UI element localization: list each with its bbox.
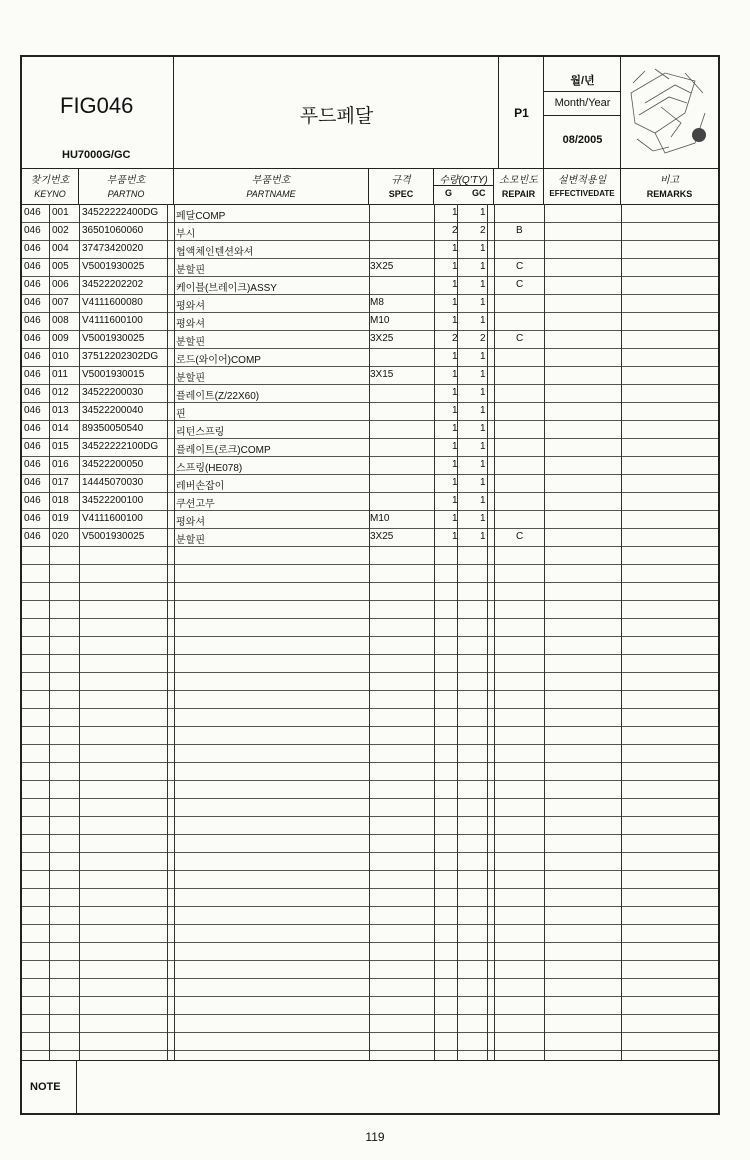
cell-fig: 046 [24,531,41,542]
table-row [22,888,718,907]
cell-g: 1 [452,297,458,308]
note-area [22,1060,718,1114]
cell-name: 평와셔 [176,517,205,528]
cell-fig: 046 [24,351,41,362]
cell-fig: 046 [24,441,41,452]
table-row [22,906,718,925]
col-repair: 소모빈도 REPAIR [494,168,544,204]
cell-partno: 34522200100 [82,495,144,506]
cell-partno: 34522222100DG [82,441,159,452]
cell-g: 1 [452,207,458,218]
grid-line [49,204,50,1060]
cell-name: 분할핀 [176,337,205,348]
cell-partno: V4111600100 [82,315,143,326]
grid-line [174,204,175,1060]
cell-key: 008 [52,315,69,326]
cell-partno: V5001930025 [82,261,145,272]
cell-g: 1 [452,513,458,524]
cell-spec: M10 [370,315,390,326]
cell-name: 평와셔 [176,301,205,312]
cell-fig: 046 [24,423,41,434]
table-row [22,708,718,727]
cell-g: 1 [452,477,458,488]
table-row [22,204,718,223]
cell-g: 1 [452,531,458,542]
cell-name: 쿠션고무 [176,499,215,510]
cell-fig: 046 [24,243,41,254]
table-row [22,258,718,277]
table-row [22,834,718,853]
table-row [22,996,718,1015]
table-row [22,780,718,799]
table-row [22,582,718,601]
cell-name: 분할핀 [176,265,205,276]
cell-partno: 37512202302DG [82,351,159,362]
cell-spec: 3X15 [370,369,394,380]
cell-key: 006 [52,279,69,290]
cell-fig: 046 [24,405,41,416]
cell-g: 1 [452,387,458,398]
table-row [22,510,718,529]
cell-g: 1 [452,441,458,452]
cell-name: 플레이트(Z/22X60) [176,391,260,402]
table-row [22,528,718,547]
cell-fig: 046 [24,513,41,524]
cell-gc: 1 [480,531,486,542]
cell-fig: 046 [24,477,41,488]
col-qty: 수량(Q'TY) G GC [434,168,494,204]
cell-partno: V4111600080 [82,297,143,308]
table-row [22,348,718,367]
cell-name: 로드(와이어)COMP [176,355,261,366]
cell-partno: V5001930015 [82,369,145,380]
col-spec: 규격 SPEC [369,168,434,204]
table-row [22,600,718,619]
cell-spec: 3X25 [370,531,394,542]
table-row [22,402,718,421]
cell-key: 009 [52,333,69,344]
cell-gc: 1 [480,279,486,290]
cell-fig: 046 [24,333,41,344]
cell-repair: B [516,225,523,236]
cell-partno: V4111600100 [82,513,143,524]
grid-line [167,204,168,1060]
table-row [22,960,718,979]
table-row [22,546,718,565]
table-row [22,312,718,331]
cell-gc: 1 [480,405,486,416]
cell-gc: 1 [480,459,486,470]
table-row [22,492,718,511]
sheet-title: 푸드페달 [299,106,374,127]
table-row [22,1014,718,1033]
cell-partno: 14445070030 [82,477,144,488]
cell-fig: 046 [24,279,41,290]
cell-name: 협액체인텐션와셔 [176,247,254,258]
table-row [22,942,718,961]
table-row [22,1032,718,1051]
table-row [22,240,718,259]
col-partname: 부품번호 PARTNAME [174,168,369,204]
date-label-en: Month/Year [554,97,611,109]
cell-gc: 1 [480,207,486,218]
cell-fig: 046 [24,459,41,470]
grid-line [544,204,545,1060]
table-row [22,420,718,439]
table-row [22,726,718,745]
cell-gc: 1 [480,495,486,506]
sheet-header [22,57,718,169]
col-partno: 부품번호 PARTNO [79,168,174,204]
cell-name: 부시 [176,229,196,240]
cell-key: 015 [52,441,69,452]
table-row [22,798,718,817]
page-number: 119 [365,1130,385,1144]
cell-g: 1 [452,423,458,434]
cell-gc: 1 [480,441,486,452]
cell-fig: 046 [24,369,41,380]
cell-key: 020 [52,531,69,542]
note-label-cell [22,1061,77,1114]
cell-key: 001 [52,207,69,218]
cell-key: 007 [52,297,69,308]
grid-line [494,204,495,1060]
cell-key: 013 [52,405,69,416]
cell-name: 핀 [176,409,186,420]
parts-sketch-icon [625,63,713,163]
cell-partno: 36501060060 [82,225,144,236]
grid-line [621,204,622,1060]
grid-line [79,204,80,1060]
cell-spec: M10 [370,513,390,524]
cell-fig: 046 [24,207,41,218]
cell-repair: C [516,333,524,344]
cell-name: 케이블(브레이크)ASSY [176,283,277,294]
date-value: 08/2005 [562,134,603,146]
cell-partno: V5001930025 [82,333,145,344]
grid-line [369,204,370,1060]
cell-gc: 2 [480,333,486,344]
table-row [22,222,718,241]
parts-list-sheet [20,55,720,1115]
cell-name: 스프링(HE078) [176,463,243,474]
table-row [22,762,718,781]
table-row [22,924,718,943]
cell-gc: 1 [480,369,486,380]
thumbnail-cell [621,57,718,168]
cell-g: 1 [452,261,458,272]
cell-repair: C [516,261,524,272]
cell-name: 페달COMP [176,211,226,222]
cell-key: 012 [52,387,69,398]
cell-name: 평와셔 [176,319,205,330]
date-cell [544,57,621,168]
table-row [22,384,718,403]
cell-g: 1 [452,369,458,380]
cell-partno: 34522200030 [82,387,144,398]
table-row [22,294,718,313]
cell-partno: 34522202202 [82,279,144,290]
cell-key: 010 [52,351,69,362]
table-row [22,654,718,673]
cell-partno: 34522222400DG [82,207,159,218]
title-cell [174,57,499,168]
figure-number: FIG046 [60,93,134,118]
sheet-page: P1 [514,106,529,120]
table-row [22,672,718,691]
cell-name: 분할핀 [176,535,205,546]
cell-g: 2 [452,225,458,236]
cell-key: 011 [52,369,68,380]
table-row [22,276,718,295]
cell-fig: 046 [24,225,41,236]
cell-gc: 1 [480,315,486,326]
cell-g: 1 [452,243,458,254]
cell-repair: C [516,279,524,290]
cell-g: 1 [452,315,458,326]
figure-cell [22,57,174,168]
cell-gc: 2 [480,225,486,236]
table-row [22,690,718,709]
cell-g: 2 [452,333,458,344]
table-row [22,438,718,457]
cell-spec: M8 [370,297,384,308]
grid-line [457,204,458,1060]
model-number: HU7000G/GC [62,149,131,161]
cell-gc: 1 [480,261,486,272]
date-label-ko: 월/년 [570,75,595,87]
col-effective-date: 설변적용일 EFFECTIVEDATE [544,168,621,204]
cell-gc: 1 [480,387,486,398]
cell-partno: 37473420020 [82,243,144,254]
table-row [22,564,718,583]
col-remarks: 비고 REMARKS [646,175,693,199]
cell-spec: 3X25 [370,261,394,272]
cell-gc: 1 [480,423,486,434]
column-header-row [22,168,718,205]
cell-gc: 1 [480,513,486,524]
cell-key: 005 [52,261,69,272]
table-row [22,816,718,835]
cell-fig: 046 [24,297,41,308]
note-label: NOTE [30,1081,61,1093]
cell-key: 014 [52,423,69,434]
cell-key: 004 [52,243,69,254]
cell-repair: C [516,531,524,542]
cell-fig: 046 [24,261,41,272]
cell-g: 1 [452,459,458,470]
cell-key: 016 [52,459,69,470]
table-row [22,852,718,871]
cell-fig: 046 [24,387,41,398]
table-row [22,744,718,763]
cell-gc: 1 [480,477,486,488]
cell-fig: 046 [24,315,41,326]
cell-g: 1 [452,495,458,506]
cell-partno: 89350050540 [82,423,144,434]
table-row [22,636,718,655]
cell-spec: 3X25 [370,333,394,344]
cell-gc: 1 [480,243,486,254]
cell-g: 1 [452,279,458,290]
table-row [22,870,718,889]
cell-key: 017 [52,477,69,488]
cell-name: 플레이트(로크)COMP [176,445,271,456]
table-row [22,330,718,349]
cell-partno: 34522200040 [82,405,144,416]
table-row [22,474,718,493]
cell-key: 002 [52,225,69,236]
table-row [22,366,718,385]
cell-g: 1 [452,351,458,362]
table-row [22,618,718,637]
table-row [22,978,718,997]
cell-partno: 34522200050 [82,459,144,470]
cell-name: 리턴스프링 [176,427,225,438]
cell-partno: V5001930025 [82,531,145,542]
cell-key: 019 [52,513,69,524]
table-row [22,456,718,475]
page-cell [499,57,544,168]
cell-gc: 1 [480,297,486,308]
cell-name: 분할핀 [176,373,205,384]
grid-line [434,204,435,1060]
grid-line [487,204,488,1060]
cell-gc: 1 [480,351,486,362]
col-keyno: 찾기번호 KEYNO [22,168,79,204]
cell-name: 레버손잡이 [176,481,225,492]
cell-key: 018 [52,495,69,506]
cell-g: 1 [452,405,458,416]
cell-fig: 046 [24,495,41,506]
